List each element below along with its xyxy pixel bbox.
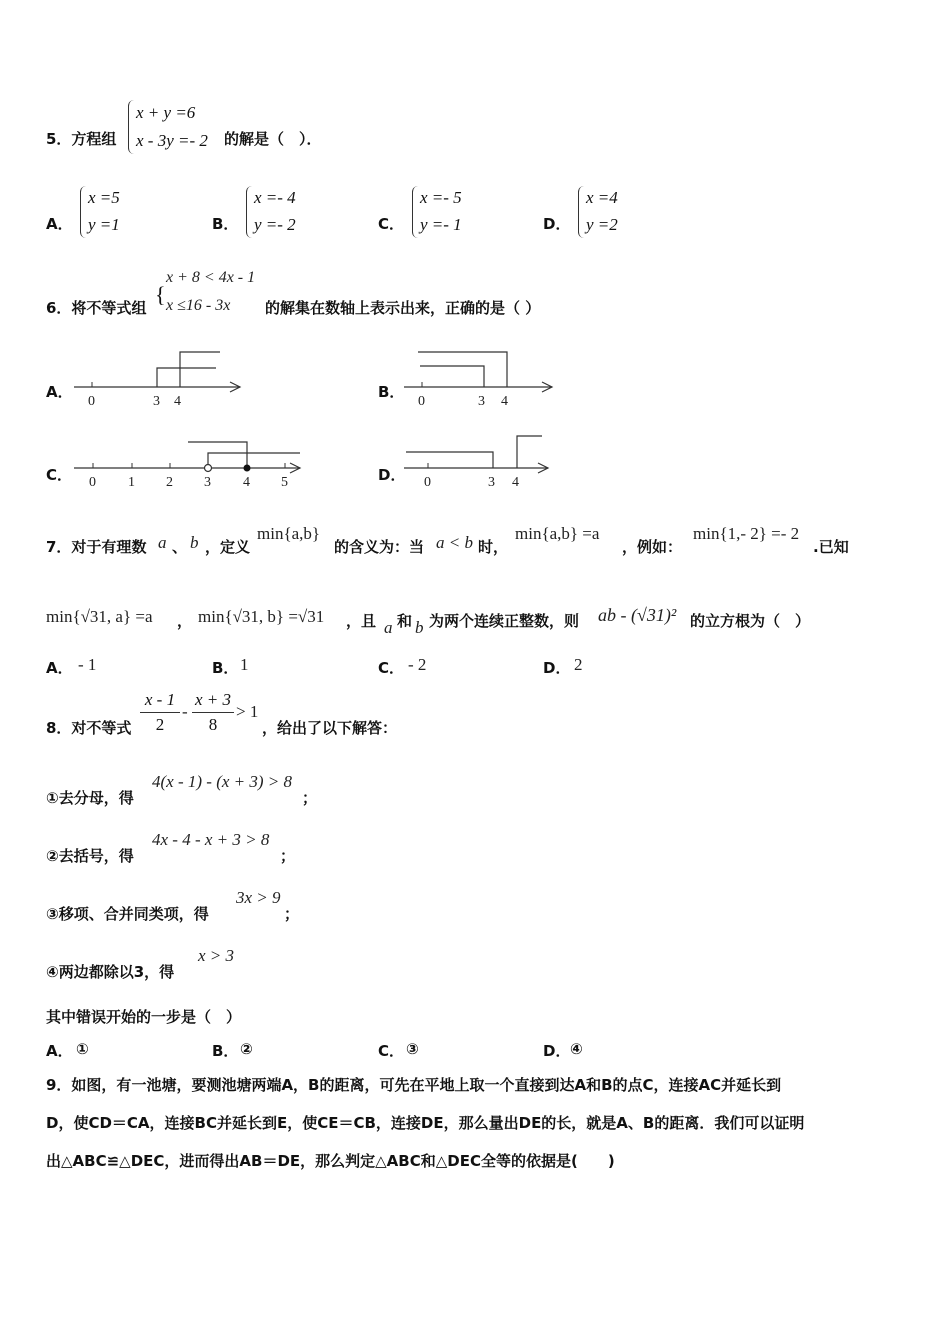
number-line-d [400,430,560,492]
number-line-b [400,346,560,410]
q9-line-3: 出△ABC≌△DEC，进而得出AB＝DE，那么判定△ABC和△DEC全等的依据是( ) [46,1152,615,1170]
svg-text:5: 5 [281,475,288,490]
svg-text:4: 4 [501,394,508,409]
svg-text:0: 0 [88,394,95,409]
q6-suffix: 的解集在数轴上表示出来，正确的是（ ） [265,299,541,317]
q8-question: 其中错误开始的一步是（ ） [46,1008,242,1026]
svg-text:4: 4 [512,475,519,490]
svg-text:0: 0 [424,475,431,490]
svg-text:0: 0 [89,475,96,490]
q7-cond-a: min{√31, a} =a [46,607,153,626]
number-line-c [70,436,310,492]
q5-system: x + y =6 x - 3y =- 2 [128,100,229,154]
q7-min-eq: min{a,b} =a [515,524,600,543]
svg-text:2: 2 [166,475,173,490]
svg-text:3: 3 [488,475,495,490]
q9-line-2: D，使CD＝CA，连接BC并延长到E，使CE＝CB，连接DE，那么量出DE的长，就是A、B的距离．我们可以证明 [46,1114,805,1132]
q7-expression: ab - (√31)² [598,605,677,625]
q6-brace: { [155,282,166,307]
q5-stem: 5．方程组 [46,130,117,148]
svg-text:4: 4 [174,394,181,409]
q8-fraction-1: x - 1 2 [140,690,180,735]
svg-text:3: 3 [153,394,160,409]
q7-min-def: min{a,b} [257,524,321,543]
number-line-a [70,346,250,410]
q7-cond-b: min{√31, b} =√31 [198,607,325,626]
q6-stem: 6．将不等式组 [46,299,147,317]
q6-ineq-2: x ≤16 - 3x [166,297,231,314]
q8-stem: 8．对不等式 [46,719,132,737]
svg-text:0: 0 [418,394,425,409]
q9-line-1: 9．如图，有一池塘，要测池塘两端A，B的距离，可先在平地上取一个直接到达A和B的点C，连接AC并延长到 [46,1076,782,1094]
svg-text:1: 1 [128,475,135,490]
q5-suffix: 的解是（ ）． [224,130,322,148]
q8-fraction-2: x + 3 8 [192,690,234,735]
svg-text:4: 4 [243,475,250,490]
svg-text:3: 3 [204,475,211,490]
q7-min-example: min{1,- 2} =- 2 [693,524,800,543]
svg-text:3: 3 [478,394,485,409]
q6-ineq-1: x + 8 < 4x - 1 [166,269,256,286]
q7-stem: 7．对于有理数 [46,538,147,556]
